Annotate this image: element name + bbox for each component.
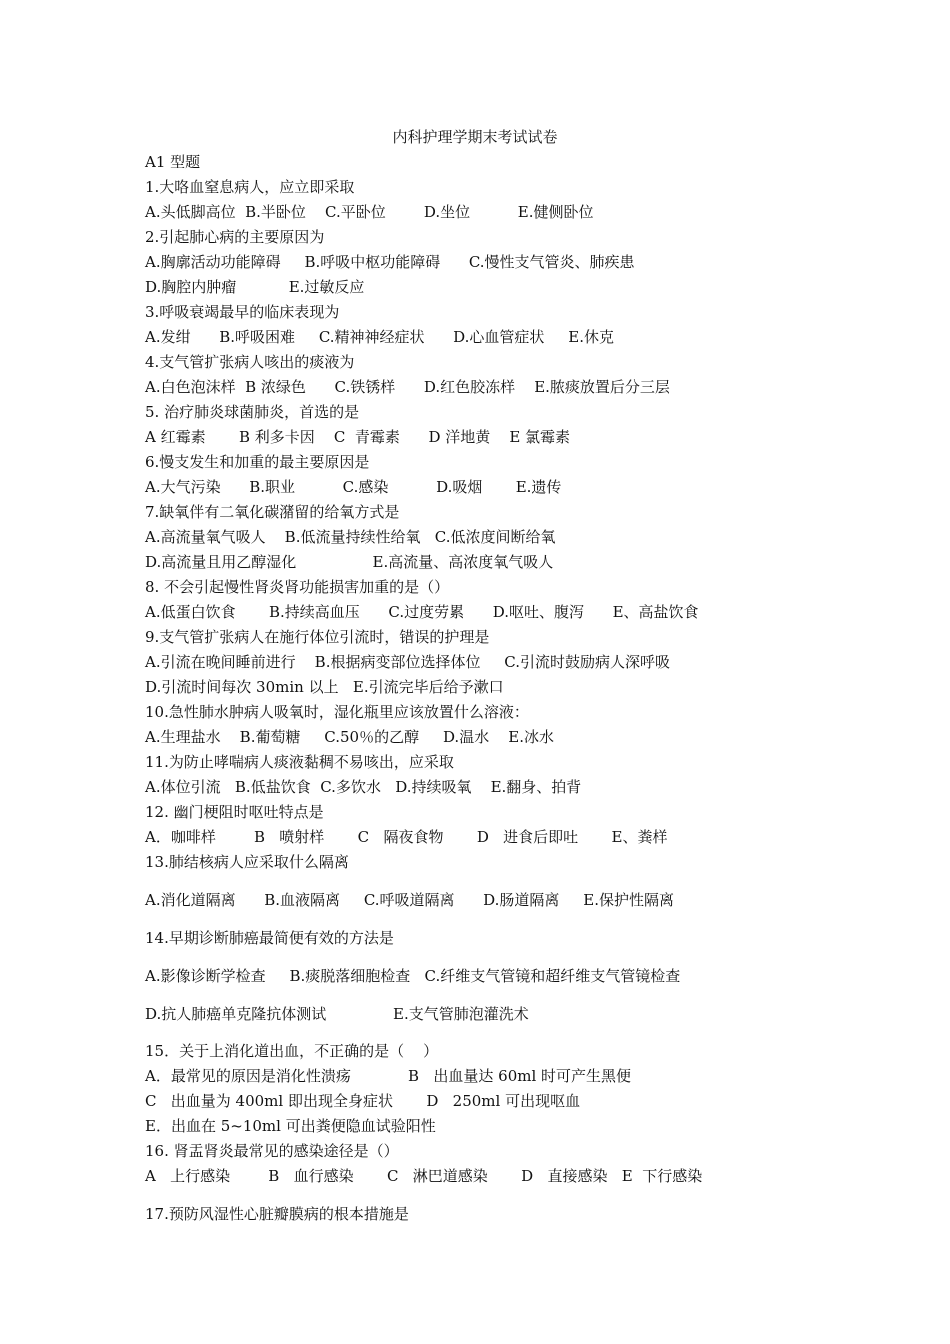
question-5: 5. 治疗肺炎球菌肺炎，首选的是 — [145, 403, 360, 421]
spacer — [145, 989, 865, 1002]
options-14-row-2: D.抗人肺癌单克隆抗体测试 E.支气管肺泡灌洗术 — [145, 1005, 529, 1023]
question-9: 9.支气管扩张病人在施行体位引流时，错误的护理是 — [145, 628, 490, 646]
options-8: A.低蛋白饮食 B.持续高血压 C.过度劳累 D.呕吐、腹泻 E、高盐饮食 — [145, 603, 699, 621]
options-15-row-3: E．出血在 5~10ml 可出粪便隐血试验阳性 — [145, 1117, 436, 1135]
page-title: 内科护理学期末考试试卷 — [392, 128, 558, 146]
options-9-row-2: D.引流时间每次 30min 以上 E.引流完毕后给予漱口 — [145, 678, 504, 696]
options-13: A.消化道隔离 B.血液隔离 C.呼吸道隔离 D.肠道隔离 E.保护性隔离 — [145, 891, 674, 909]
options-7-row-1: A.高流量氧气吸人 B.低流量持续性给氧 C.低浓度间断给氧 — [145, 528, 556, 546]
spacer — [145, 951, 865, 964]
question-4: 4.支气管扩张病人咳出的痰液为 — [145, 353, 355, 371]
question-10: 10.急性肺水肿病人吸氧时，湿化瓶里应该放置什么溶液： — [145, 703, 529, 721]
spacer — [145, 1189, 865, 1202]
options-10: A.生理盐水 B.葡萄糖 C.50％的乙醇 D.温水 E.冰水 — [145, 728, 554, 746]
options-11: A.体位引流 B.低盐饮食 C.多饮水 D.持续吸氧 E.翻身、拍背 — [145, 778, 582, 796]
spacer — [145, 1027, 865, 1039]
question-17: 17.预防风湿性心脏瓣膜病的根本措施是 — [145, 1205, 409, 1223]
question-12: 12. 幽门梗阻时呕吐特点是 — [145, 803, 324, 821]
spacer — [145, 913, 865, 926]
options-6: A.大气污染 B.职业 C.感染 D.吸烟 E.遗传 — [145, 478, 562, 496]
question-1: 1.大咯血窒息病人，应立即采取 — [145, 178, 355, 196]
question-6: 6.慢支发生和加重的最主要原因是 — [145, 453, 370, 471]
options-16: A 上行感染 B 血行感染 C 淋巴道感染 D 直接感染 E 下行感染 — [145, 1167, 703, 1185]
options-7-row-2: D.高流量且用乙醇湿化 E.高流量、高浓度氧气吸人 — [145, 553, 554, 571]
section-heading: A1 型题 — [145, 153, 201, 171]
options-5: A 红霉素 B 利多卡因 C 青霉素 D 洋地黄 E 氯霉素 — [145, 428, 571, 446]
question-15: 15．关于上消化道出血，不正确的是（ ） — [145, 1042, 439, 1060]
question-3: 3.呼吸衰竭最早的临床表现为 — [145, 303, 340, 321]
options-15-row-1: A．最常见的原因是消化性溃疡 B 出血量达 60ml 时可产生黑便 — [145, 1067, 632, 1085]
question-16: 16. 肾盂肾炎最常见的感染途径是（） — [145, 1142, 399, 1160]
options-2-row-1: A.胸廓活动功能障碍 B.呼吸中枢功能障碍 C.慢性支气管炎、肺疾患 — [145, 253, 635, 271]
options-9-row-1: A.引流在晚间睡前进行 B.根据病变部位选择体位 C.引流时鼓励病人深呼吸 — [145, 653, 671, 671]
spacer — [145, 875, 865, 888]
question-list — [145, 150, 865, 1227]
options-14-row-1: A.影像诊断学检查 B.痰脱落细胞检查 C.纤维支气管镜和超纤维支气管镜检查 — [145, 967, 681, 985]
options-12: A．咖啡样 B 喷射样 C 隔夜食物 D 进食后即吐 E、粪样 — [145, 828, 668, 846]
options-1: A.头低脚高位 B.半卧位 C.平卧位 D.坐位 E.健侧卧位 — [145, 203, 594, 221]
question-8: 8. 不会引起慢性肾炎肾功能损害加重的是（） — [145, 578, 450, 596]
question-13: 13.肺结核病人应采取什么隔离 — [145, 853, 349, 871]
options-4: A.白色泡沫样 B 浓绿色 C.铁锈样 D.红色胶冻样 E.脓痰放置后分三层 — [145, 378, 670, 396]
options-3: A.发绀 B.呼吸困难 C.精神神经症状 D.心血管症状 E.休克 — [145, 328, 614, 346]
question-11: 11.为防止哮喘病人痰液黏稠不易咳出，应采取 — [145, 753, 454, 771]
question-7: 7.缺氧伴有二氧化碳潴留的给氧方式是 — [145, 503, 400, 521]
question-2: 2.引起肺心病的主要原因为 — [145, 228, 325, 246]
options-2-row-2: D.胸腔内肿瘤 E.过敏反应 — [145, 278, 365, 296]
options-15-row-2: C 出血量为 400ml 即出现全身症状 D 250ml 可出现呕血 — [145, 1092, 581, 1110]
question-14: 14.早期诊断肺癌最简便有效的方法是 — [145, 929, 394, 947]
